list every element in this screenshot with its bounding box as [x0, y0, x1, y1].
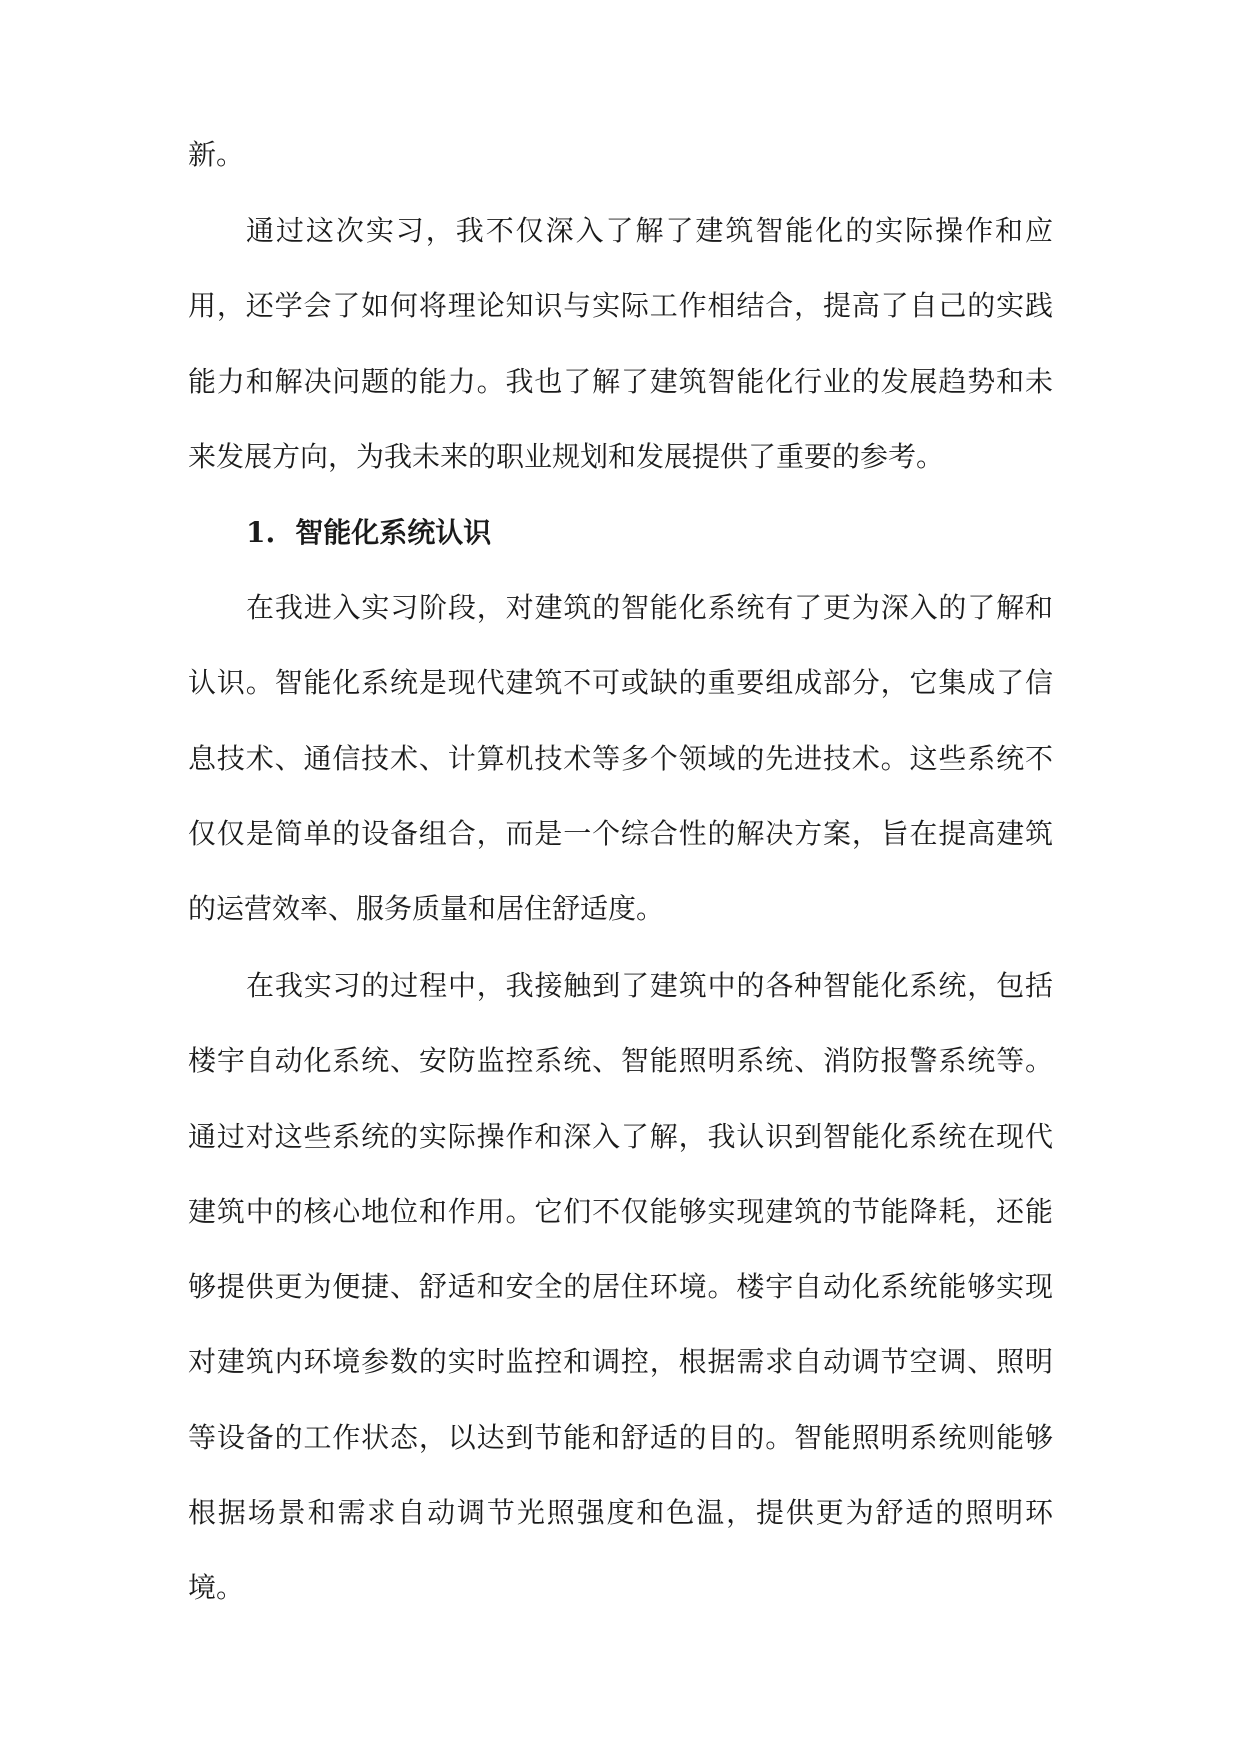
paragraph-system-details: 在我实习的过程中，我接触到了建筑中的各种智能化系统，包括楼宇自动化系统、安防监控系统、智能照明系统、消防报警系统等。通过对这些系统的实际操作和深入了解，我认识到智能化系统在现代建筑中的核心地位和作用。它们不仅能够实现建筑的节能降耗，还能够提供更为便捷、舒适和安全的居住环境。楼宇自动化系统能够实现对建筑内环境参数的实时监控和调控，根据需求自动调节空调、照明等设备的工作状态，以达到节能和舒适的目的。智能照明系统则能够根据场景和需求自动调节光照强度和色温，提供更为舒适的照明环境。	[188, 969, 1053, 1605]
section-number: 1.	[246, 516, 276, 549]
section-heading	[246, 495, 491, 570]
section-title: 智能化系统认识	[295, 516, 492, 549]
continuation-text: 新。	[188, 138, 245, 171]
paragraph-system-overview: 在我进入实习阶段，对建筑的智能化系统有了更为深入的了解和认识。智能化系统是现代建筑不可或缺的重要组成部分，它集成了信息技术、通信技术、计算机技术等多个领域的先进技术。这些系统不仅仅是简单的设备组合，而是一个综合性的解决方案，旨在提高建筑的运营效率、服务质量和居住舒适度。	[188, 591, 1053, 926]
paragraph-internship-summary: 通过这次实习，我不仅深入了解了建筑智能化的实际操作和应用，还学会了如何将理论知识与实际工作相结合，提高了自己的实践能力和解决问题的能力。我也了解了建筑智能化行业的发展趋势和未来发展方向，为我未来的职业规划和发展提供了重要的参考。	[188, 214, 1053, 473]
